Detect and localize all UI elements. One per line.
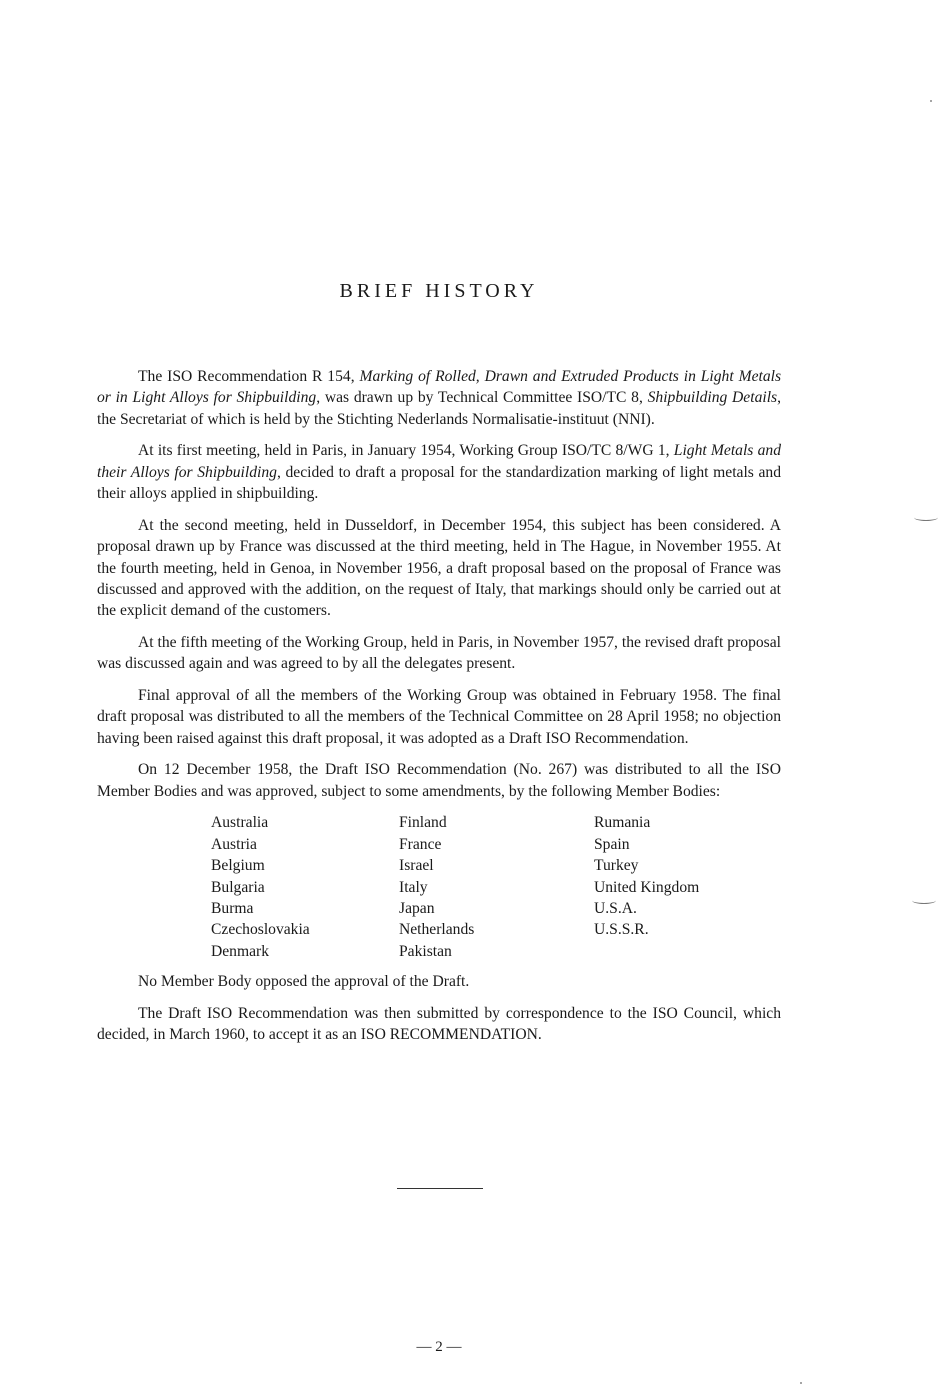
page-number: — 2 — [416,1339,462,1355]
member-body: Australia [211,814,269,832]
member-body: Burma [211,900,254,918]
paragraph-1-italic-title: Marking of Rolled, Drawn and Extruded Products in Light Metals or in Light Alloys for Shipbuilding [97,368,782,407]
paragraph-5: Final approval of all the members of the Working Group was obtained in February 1958. The final draft proposal was distributed to all the members of the Technical Committee on 28 April 1958; no objection having been raised against this draft proposal, it was adopted as a Draft ISO Recommendation. [97,687,781,747]
paragraph-2 [97,440,781,504]
member-body: Czechoslovakia [211,921,310,939]
paragraph-6: On 12 December 1958, the Draft ISO Recommendation (No. 267) was distributed to all the ISO Member Bodies and was approved, subject to some amendments, by the following Member Bodies: [97,761,781,800]
member-body: Finland [399,814,447,832]
document-body [97,366,781,1056]
member-body: U.S.A. [594,900,637,918]
member-bodies-column-3 [594,812,794,962]
paragraph-2-text-b: , decided to draft a proposal for the standardization marking of light metals and their alloys applied in shipbuilding. [97,463,782,503]
paragraph-1-italic-committee: Shipbuilding Details [647,389,778,407]
scan-dot [930,100,932,102]
member-body: United Kingdom [594,878,700,896]
paragraph-7: No Member Body opposed the approval of the Draft. [138,973,470,991]
member-body: Belgium [211,857,265,875]
member-bodies-column-2 [399,812,594,962]
paragraph-1 [97,366,781,430]
member-body: Denmark [211,942,270,960]
member-body: U.S.S.R. [594,921,649,939]
paragraph-1-text-b: , was drawn up by Technical Committee ISO/TC 8, [316,389,648,407]
paragraph-3: At the second meeting, held in Dusseldorf, in December 1954, this subject has been considered. A proposal drawn up by France was discussed at the third meeting, held in The Hague, in November 1955. At the fourth meeting, held in Genoa, in November 1956, a draft proposal based on the proposal of France was discussed and approved with the addition, on the request of Italy, that markings should only be carried out at the explicit demand of the customers. [97,516,781,620]
paragraph-2-text-a: At its first meeting, held in Paris, in January 1954, Working Group ISO/TC 8/WG 1, [138,442,674,460]
member-body: Pakistan [399,942,452,960]
paragraph-1-text-c: , the Secretariat of which is held by the Stichting Nederlands Normalisatie-instituut (NNI). [97,389,782,428]
member-body: Japan [399,900,435,918]
paragraph-4: At the fifth meeting of the Working Group, held in Paris, in November 1957, the revised draft proposal was discussed again and was agreed to by all the delegates present. [97,634,781,673]
member-body: Bulgaria [211,878,265,896]
member-body: Italy [399,878,428,896]
member-body: France [399,835,442,853]
page-title: BRIEF HISTORY [339,280,539,302]
member-body: Turkey [594,857,639,875]
paragraph-1-text-a: The ISO Recommendation R 154, [138,368,360,385]
member-body: Rumania [594,814,651,832]
member-body: Netherlands [399,921,475,939]
scan-mark [914,514,938,521]
scan-dot [800,1382,802,1384]
paragraph-8: The Draft ISO Recommendation was then submitted by correspondence to the ISO Council, which decided, in March 1960, to accept it as an ISO RECOMMENDATION. [97,1004,781,1044]
member-bodies-column-1 [211,812,399,962]
member-body: Israel [399,857,434,875]
scan-mark [912,897,936,904]
member-body: Spain [594,835,630,853]
member-body: Austria [211,835,257,853]
paragraph-2-italic-group: Light Metals and their Alloys for Shipbuilding [97,442,781,481]
end-rule-divider [397,1188,483,1189]
member-bodies-list [211,812,781,962]
